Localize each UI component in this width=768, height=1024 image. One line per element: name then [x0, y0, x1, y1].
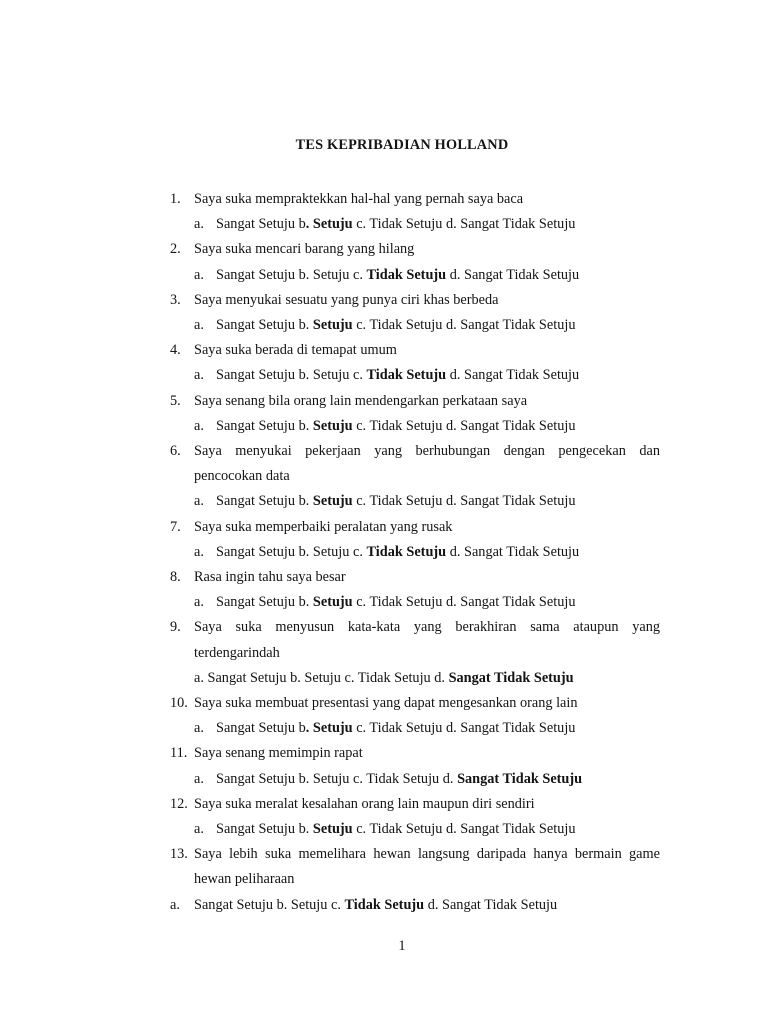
question-item [170, 288, 660, 338]
question-text [170, 237, 660, 262]
question-number: 11. [170, 745, 188, 762]
question-item [170, 439, 660, 515]
question-number: 3. [170, 291, 181, 308]
question-text [170, 741, 660, 766]
question-text [170, 792, 660, 817]
question-label: Saya suka membuat presentasi yang dapat mengesankan orang lain [194, 695, 578, 712]
question-number: 6. [170, 443, 181, 460]
option-letter: a. [194, 493, 204, 510]
option-text: Sangat Setuju b. Setuju c. [194, 896, 345, 913]
question-item [170, 842, 660, 918]
answer-options [170, 263, 660, 288]
question-number: 2. [170, 241, 181, 258]
question-label: Saya suka meralat kesalahan orang lain maupun diri sendiri [194, 795, 535, 812]
answer-options [170, 666, 660, 691]
question-item [170, 187, 660, 237]
question-item [170, 237, 660, 287]
selected-answer: . Setuju [305, 720, 353, 737]
question-label: Saya suka mencari barang yang hilang [194, 241, 415, 258]
selected-answer: Tidak Setuju [344, 896, 425, 913]
question-number: 5. [170, 392, 181, 409]
answer-options [170, 313, 660, 338]
answer-options [170, 489, 660, 514]
question-number: 1. [170, 191, 181, 207]
option-text: Sangat Setuju b [216, 216, 306, 233]
question-number: 12. [170, 795, 188, 812]
option-text: c. Tidak Setuju d. Sangat Tidak Setuju [352, 417, 576, 434]
option-letter: a. [194, 367, 204, 384]
question-text [170, 565, 660, 590]
question-text [170, 389, 660, 414]
question-text [170, 842, 660, 892]
option-text: Sangat Setuju b. [216, 493, 313, 510]
question-number: 9. [170, 619, 181, 636]
option-text: Sangat Setuju b. Setuju c. Tidak Setuju d. [207, 669, 449, 686]
option-letter: a. [194, 216, 204, 233]
question-text [170, 338, 660, 363]
question-number: 13. [170, 846, 188, 863]
answer-options [170, 893, 660, 918]
option-text: c. Tidak Setuju d. Sangat Tidak Setuju [352, 720, 576, 737]
question-item [170, 389, 660, 439]
question-text [170, 691, 660, 716]
option-text: Sangat Setuju b. Setuju c. [216, 543, 367, 560]
answer-options [170, 590, 660, 615]
option-text: Sangat Setuju b. [216, 417, 313, 434]
question-text [170, 288, 660, 313]
option-text: Sangat Setuju b. [216, 821, 313, 838]
question-item [170, 792, 660, 842]
question-number: 10. [170, 695, 188, 712]
selected-answer: Setuju [312, 594, 353, 611]
question-label: Saya suka menyusun kata-kata yang berakhiran sama ataupun yang terdengarindah [194, 619, 660, 661]
question-label: Saya menyukai sesuatu yang punya ciri khas berbeda [194, 291, 499, 308]
option-letter: a. [170, 896, 180, 913]
option-text: c. Tidak Setuju d. Sangat Tidak Setuju [352, 821, 576, 838]
question-number: 4. [170, 342, 181, 359]
selected-answer: Setuju [312, 821, 353, 838]
option-letter: a. [194, 720, 204, 737]
question-text [170, 615, 660, 665]
answer-options [170, 540, 660, 565]
question-label: Saya suka memperbaiki peralatan yang rusak [194, 518, 453, 535]
option-text: d. Sangat Tidak Setuju [424, 896, 558, 913]
question-number: 8. [170, 569, 181, 586]
answer-options [170, 414, 660, 439]
selected-answer: Setuju [312, 493, 353, 510]
option-letter: a. [194, 669, 204, 686]
option-letter: a. [194, 417, 204, 434]
answer-options [170, 767, 660, 792]
option-text: c. Tidak Setuju d. Sangat Tidak Setuju [352, 594, 576, 611]
answer-options [170, 716, 660, 741]
question-item [170, 565, 660, 615]
option-text: Sangat Setuju b. Setuju c. Tidak Setuju d. [216, 770, 458, 787]
option-text: c. Tidak Setuju d. Sangat Tidak Setuju [352, 317, 576, 334]
option-letter: a. [194, 770, 204, 787]
option-text: d. Sangat Tidak Setuju [446, 367, 580, 384]
document-title: TES KEPRIBADIAN HOLLAND [295, 137, 509, 153]
option-text: Sangat Setuju b. Setuju c. [216, 367, 367, 384]
question-list [170, 187, 660, 918]
answer-options [170, 817, 660, 842]
option-letter: a. [194, 266, 204, 283]
option-text: Sangat Setuju b. Setuju c. [216, 266, 367, 283]
question-label: Saya senang memimpin rapat [194, 745, 363, 762]
option-text: c. Tidak Setuju d. Sangat Tidak Setuju [352, 493, 576, 510]
option-letter: a. [194, 821, 204, 838]
option-text: Sangat Setuju b. [216, 317, 313, 334]
question-item [170, 691, 660, 741]
selected-answer: Sangat Tidak Setuju [448, 669, 574, 686]
option-text: d. Sangat Tidak Setuju [446, 266, 580, 283]
selected-answer: Tidak Setuju [366, 266, 447, 283]
question-label: Saya lebih suka memelihara hewan langsung daripada hanya bermain game hewan peliharaan [194, 846, 660, 888]
page-number: 1 [398, 938, 406, 954]
option-text: Sangat Setuju b [216, 720, 306, 737]
option-letter: a. [194, 543, 204, 560]
selected-answer: Setuju [312, 417, 353, 434]
selected-answer: Sangat Tidak Setuju [457, 770, 583, 787]
selected-answer: Setuju [312, 317, 353, 334]
answer-options [170, 212, 660, 237]
option-text: d. Sangat Tidak Setuju [446, 543, 580, 560]
question-number: 7. [170, 518, 181, 535]
question-text [170, 187, 660, 212]
option-letter: a. [194, 317, 204, 334]
question-label: Saya suka mempraktekkan hal-hal yang pernah saya baca [194, 191, 524, 207]
option-letter: a. [194, 594, 204, 611]
question-text [170, 439, 660, 489]
selected-answer: Tidak Setuju [366, 543, 447, 560]
answer-options [170, 363, 660, 388]
question-label: Saya menyukai pekerjaan yang berhubungan dengan pengecekan dan pencocokan data [194, 443, 660, 485]
question-item [170, 615, 660, 691]
question-label: Rasa ingin tahu saya besar [194, 569, 346, 586]
question-item [170, 338, 660, 388]
question-text [170, 515, 660, 540]
selected-answer: Tidak Setuju [366, 367, 447, 384]
question-item [170, 741, 660, 791]
question-item [170, 515, 660, 565]
question-label: Saya suka berada di temapat umum [194, 342, 397, 359]
question-label: Saya senang bila orang lain mendengarkan perkataan saya [194, 392, 528, 409]
option-text: c. Tidak Setuju d. Sangat Tidak Setuju [352, 216, 576, 233]
option-text: Sangat Setuju b. [216, 594, 313, 611]
selected-answer: . Setuju [305, 216, 353, 233]
